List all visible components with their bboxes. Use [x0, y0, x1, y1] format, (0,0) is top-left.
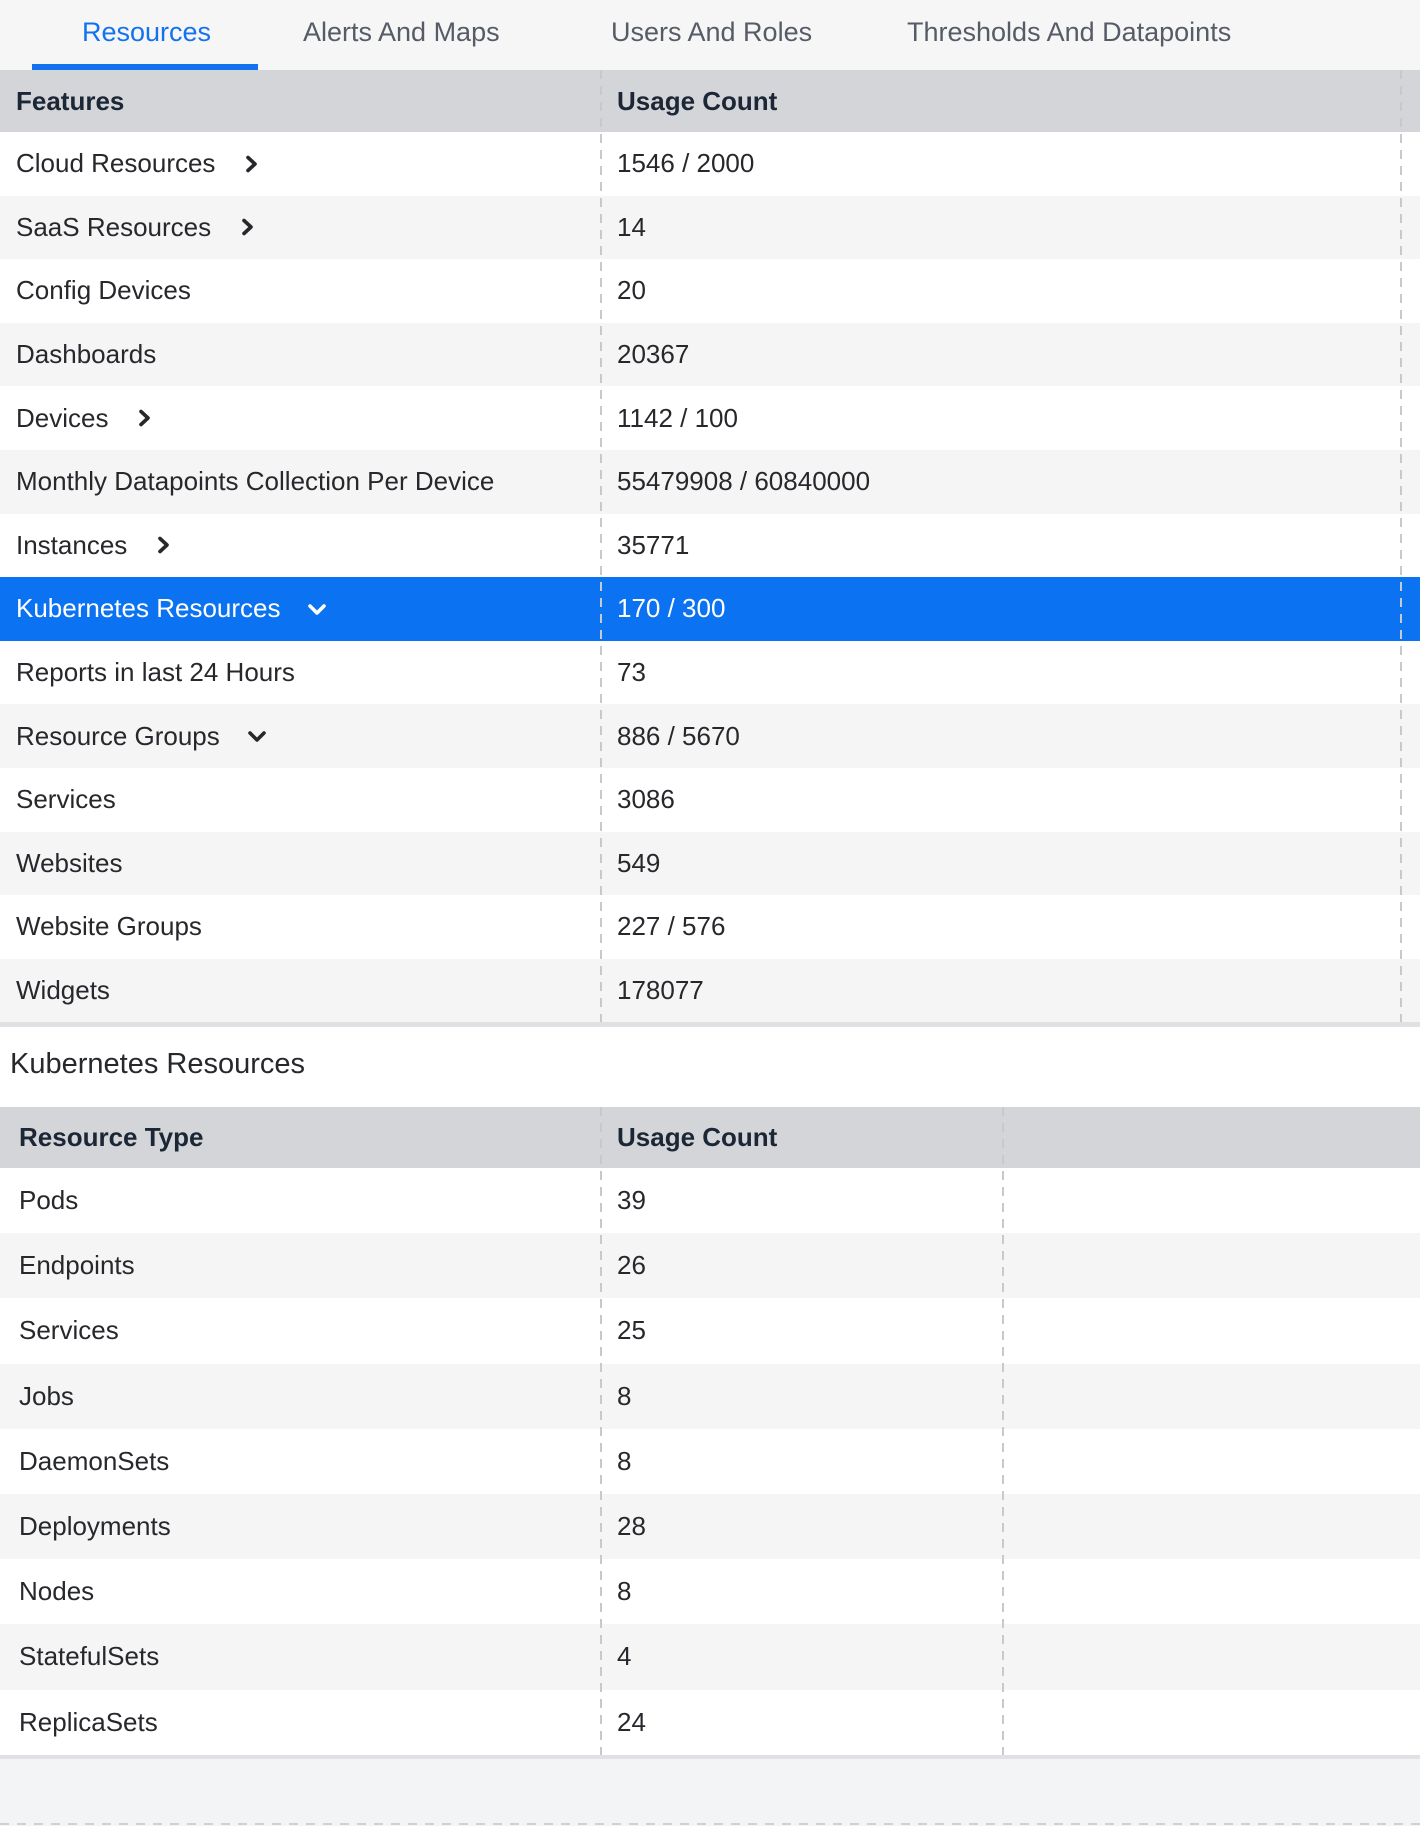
tab-thresholds-and-datapoints[interactable]: Thresholds And Datapoints: [907, 16, 1232, 47]
table-row-replicasets[interactable]: [0, 1690, 1420, 1755]
feature-label: SaaS Resources: [16, 211, 212, 242]
usage-value: 35771: [617, 529, 690, 560]
table-row-cloud-resources[interactable]: [0, 132, 1420, 196]
resource-type-label: Services: [19, 1315, 119, 1346]
features-table-header: [0, 70, 1420, 132]
resource-type-label: StatefulSets: [19, 1641, 160, 1672]
usage-value: 886 / 5670: [617, 720, 740, 751]
usage-value: 20: [617, 275, 646, 306]
resource-type-column-header: Resource Type: [19, 1122, 204, 1152]
usage-value: 28: [617, 1511, 646, 1542]
resource-type-label: Nodes: [19, 1576, 95, 1607]
kubernetes-table-header: [0, 1107, 1420, 1168]
usage-value: 549: [617, 847, 661, 878]
kubernetes-section-title: Kubernetes Resources: [10, 1048, 305, 1080]
table-row-deployments[interactable]: [0, 1494, 1420, 1559]
feature-label: Monthly Datapoints Collection Per Device: [16, 466, 495, 497]
usage-value: 178077: [617, 975, 704, 1006]
usage-value: 25: [617, 1315, 646, 1346]
usage-value: 20367: [617, 339, 690, 370]
table-row-pods[interactable]: [0, 1168, 1420, 1233]
resource-type-label: ReplicaSets: [19, 1706, 158, 1737]
feature-label: Config Devices: [16, 275, 191, 306]
footer-dashed-border: [0, 1823, 1420, 1825]
table-row-saas-resources[interactable]: [0, 196, 1420, 260]
usage-value: 14: [617, 211, 646, 242]
usage-count-column-header: Usage Count: [617, 85, 778, 116]
usage-value: 8: [617, 1445, 632, 1476]
feature-label: Kubernetes Resources: [16, 593, 281, 624]
table-row-endpoints[interactable]: [0, 1233, 1420, 1298]
feature-label: Reports in last 24 Hours: [16, 657, 295, 688]
usage-value: 39: [617, 1185, 646, 1216]
feature-label: Resource Groups: [16, 720, 220, 751]
table-row-config-devices[interactable]: [0, 259, 1420, 323]
usage-value: 73: [617, 657, 646, 688]
table-row-dashboards[interactable]: [0, 323, 1420, 387]
table-row-monthly-datapoints[interactable]: [0, 450, 1420, 514]
features-table-body: [0, 132, 1420, 1022]
feature-label: Instances: [16, 529, 128, 560]
usage-value: 227 / 576: [617, 911, 726, 942]
table-row-statefulsets[interactable]: [0, 1624, 1420, 1689]
table-row-widgets[interactable]: [0, 959, 1420, 1023]
chevron-right-icon[interactable]: [134, 408, 154, 428]
chevron-right-icon[interactable]: [241, 154, 261, 174]
usage-value: 4: [617, 1641, 632, 1672]
table-row-instances[interactable]: [0, 514, 1420, 578]
chevron-down-icon[interactable]: [306, 599, 328, 619]
table-row-jobs[interactable]: [0, 1364, 1420, 1429]
feature-label: Devices: [16, 402, 109, 433]
table-row-services[interactable]: [0, 768, 1420, 832]
features-column-header: Features: [16, 85, 125, 116]
usage-value: 24: [617, 1706, 646, 1737]
table-row-services-k8s[interactable]: [0, 1298, 1420, 1363]
column-separator: [600, 1107, 602, 1755]
usage-value: 1142 / 100: [617, 402, 738, 433]
usage-value: 3086: [617, 784, 675, 815]
table-row-resource-groups[interactable]: [0, 704, 1420, 768]
feature-label: Cloud Resources: [16, 148, 216, 179]
column-separator: [1002, 1107, 1004, 1755]
usage-value: 1546 / 2000: [617, 148, 755, 179]
table-row-devices[interactable]: [0, 386, 1420, 450]
tab-alerts-and-maps[interactable]: Alerts And Maps: [303, 16, 500, 47]
table-divider: [0, 1022, 1420, 1027]
table-row-kubernetes-resources-selected[interactable]: [0, 577, 1420, 641]
resource-type-label: Endpoints: [19, 1250, 135, 1281]
column-separator: [1400, 70, 1402, 1022]
features-table: [0, 70, 1420, 1022]
resource-type-label: Jobs: [19, 1380, 74, 1411]
table-row-websites[interactable]: [0, 832, 1420, 896]
chevron-right-icon[interactable]: [153, 535, 173, 555]
feature-label: Websites: [16, 847, 123, 878]
resource-type-label: DaemonSets: [19, 1445, 170, 1476]
tab-bar: [0, 0, 1420, 70]
feature-label: Website Groups: [16, 911, 202, 942]
chevron-right-icon[interactable]: [237, 217, 257, 237]
usage-value: 170 / 300: [617, 593, 726, 624]
footer-area: [0, 1759, 1420, 1826]
usage-count-column-header: Usage Count: [617, 1122, 778, 1152]
usage-value: 8: [617, 1380, 632, 1411]
usage-value: 26: [617, 1250, 646, 1281]
tab-users-and-roles[interactable]: Users And Roles: [611, 16, 813, 47]
table-row-daemonsets[interactable]: [0, 1429, 1420, 1494]
feature-label: Widgets: [16, 975, 110, 1006]
table-row-reports[interactable]: [0, 641, 1420, 705]
tab-resources[interactable]: Resources: [82, 16, 212, 47]
table-row-nodes[interactable]: [0, 1559, 1420, 1624]
table-row-website-groups[interactable]: [0, 895, 1420, 959]
resource-type-label: Deployments: [19, 1511, 171, 1542]
usage-value: 55479908 / 60840000: [617, 466, 871, 497]
kubernetes-table-body: [0, 1168, 1420, 1755]
feature-label: Dashboards: [16, 339, 157, 370]
resource-type-label: Pods: [19, 1185, 79, 1216]
column-separator: [600, 70, 602, 1022]
chevron-down-icon[interactable]: [246, 726, 268, 746]
feature-label: Services: [16, 784, 116, 815]
usage-value: 8: [617, 1576, 632, 1607]
kubernetes-resources-table: [0, 1107, 1420, 1755]
